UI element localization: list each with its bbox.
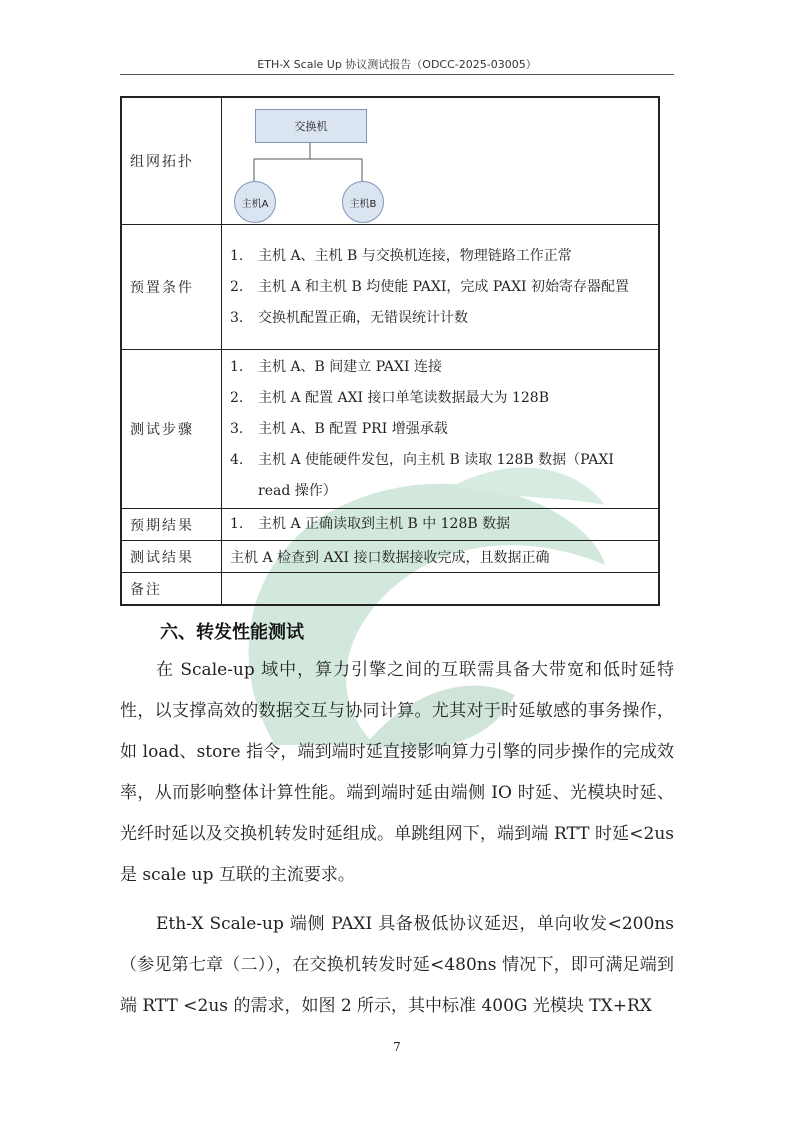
preconditions-label: 预置条件 (121, 225, 222, 350)
list-item: 2. 主机 A 和主机 B 均使能 PAXI，完成 PAXI 初始寄存器配置 (230, 278, 630, 295)
list-item: 1. 主机 A、主机 B 与交换机连接，物理链路工作正常 (230, 247, 572, 264)
list-item: 3. 主机 A、B 配置 PRI 增强承载 (230, 420, 448, 437)
table-row (121, 509, 659, 541)
steps-list (230, 352, 650, 507)
host-a-node: 主机A (234, 181, 276, 223)
table-row (121, 225, 659, 350)
body-paragraph: 在 Scale-up 域中，算力引擎之间的互联需具备大带宽和低时延特性，以支撑高效的数据交互与协同计算。尤其对于时延敏感的事务操作，如 load、store 指令，端到端时延直接影响算力引擎的同步操作的完成效率，从而影响整体计算性能。端到端时延由端侧 IO 时延、光模块时延、光纤时延以及交换机转发时延组成。单跳组网下，端到端 RTT 时延<2us 是 scale up 互联的主流要求。 (120, 660, 674, 885)
preconditions-list (230, 241, 650, 334)
table-row (121, 541, 659, 573)
host-b-node: 主机B (342, 181, 384, 223)
body-paragraph: Eth-X Scale-up 端侧 PAXI 具备极低协议延迟，单向收发<200ns（参见第七章（二）），在交换机转发时延<480ns 情况下，即可满足端到端 RTT <2us 的需求，如图 2 所示，其中标准 400G 光模块 TX+RX (120, 914, 674, 1016)
preconditions-cell (222, 225, 660, 350)
table-row (121, 350, 659, 509)
expected-list (230, 509, 650, 540)
list-item: 1. 主机 A、B 间建立 PAXI 连接 (230, 358, 442, 375)
list-item: 1. 主机 A 正确读取到主机 B 中 128B 数据 (230, 516, 511, 532)
header-rule (120, 74, 674, 75)
steps-cell (222, 350, 660, 509)
list-item: 4. 主机 A 使能硬件发包，向主机 B 读取 128B 数据（PAXI read 操作） (230, 451, 614, 499)
test-case-table (120, 96, 660, 606)
note-cell (222, 573, 660, 606)
switch-node: 交换机 (255, 109, 367, 143)
section-title: 六、转发性能测试 (160, 622, 304, 643)
expected-cell (222, 509, 660, 541)
list-item: 2. 主机 A 配置 AXI 接口单笔读数据最大为 128B (230, 389, 549, 406)
list-item: 3. 交换机配置正确，无错误统计计数 (230, 309, 468, 326)
steps-label: 测试步骤 (121, 350, 222, 509)
topology-cell (222, 97, 660, 225)
expected-label: 预期结果 (121, 509, 222, 541)
table-row (121, 97, 659, 225)
topology-label: 组网拓扑 (121, 97, 222, 225)
page-number: 7 (393, 1040, 401, 1054)
table-row (121, 573, 659, 606)
result-cell: 主机 A 检查到 AXI 接口数据接收完成，且数据正确 (222, 541, 660, 573)
topology-diagram (230, 101, 650, 221)
page-header: ETH-X Scale Up 协议测试报告（ODCC-2025-03005） (257, 58, 537, 71)
note-label: 备注 (121, 573, 222, 606)
result-label: 测试结果 (121, 541, 222, 573)
